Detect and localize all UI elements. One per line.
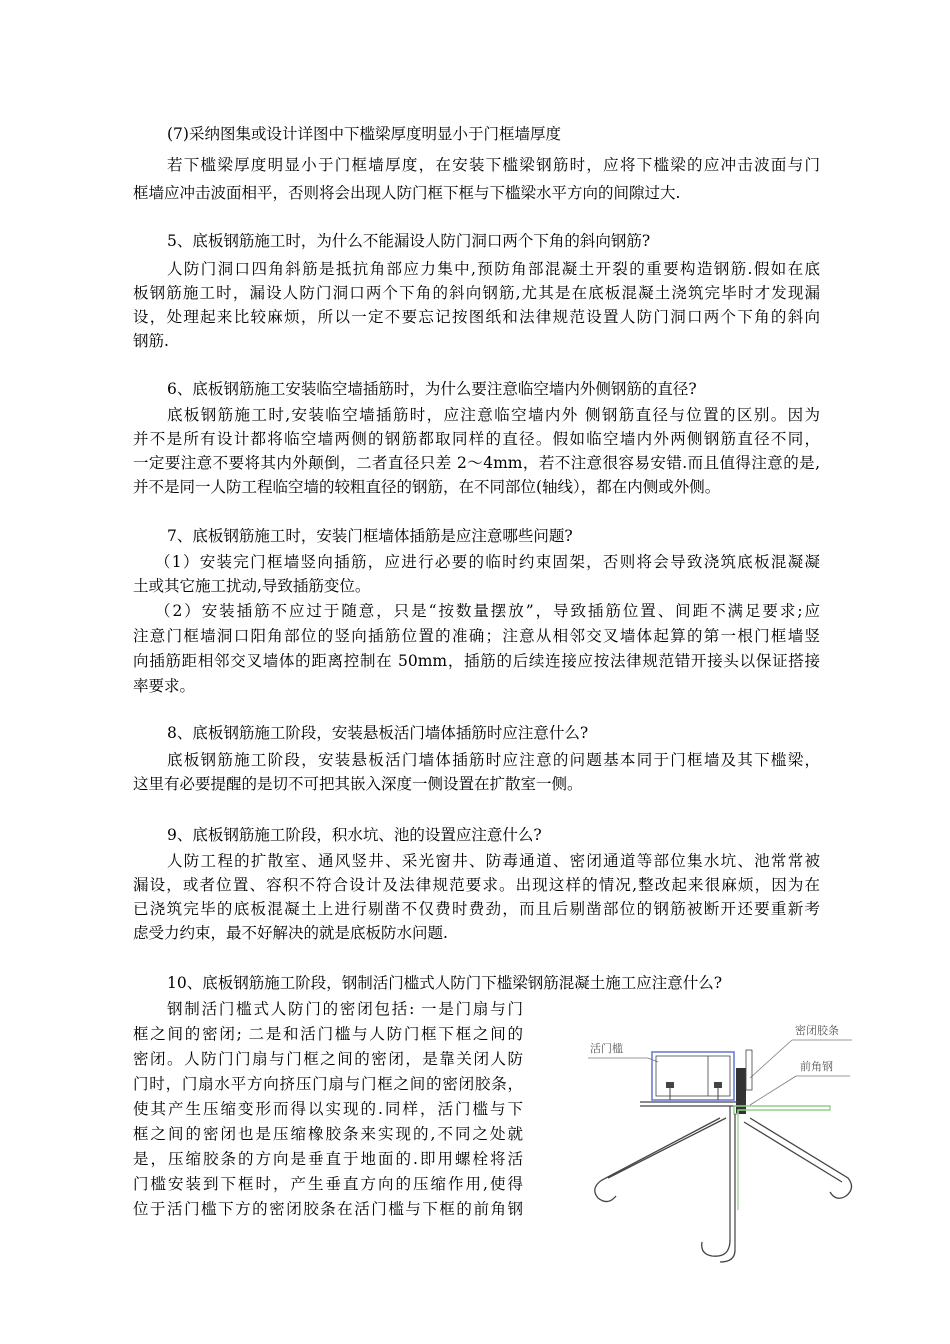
- text-line: （2）安装插筋不应过于随意，只是“按数量摆放”，导致插筋位置、间距不满足要求;应: [155, 602, 820, 620]
- text-line: 框之间的密闭; 二是和活门槛与人防门框下框之间的: [133, 1025, 523, 1043]
- label-front-angle: 前角钢: [800, 1060, 833, 1073]
- text-line: 框之间的密闭也是压缩橡胶条来实现的,不同之处就: [133, 1125, 523, 1143]
- text-line: 若下槛梁厚度明显小于门框墙厚度，在安装下槛梁钢筋时，应将下槛梁的应冲击波面与门: [167, 156, 820, 174]
- text-line: 框墙应冲击波面相平，否则将会出现人防门框下框与下槛梁水平方向的间隙过大.: [133, 184, 681, 202]
- text-line: 人防工程的扩散室、通风竖井、采光窗井、防毒通道、密闭通道等部位集水坑、池常常被: [167, 852, 820, 870]
- text-line: 土或其它施工扰动,导致插筋变位。: [133, 577, 371, 595]
- door-leaf-edge: [746, 1050, 752, 1090]
- text-line: 人防门洞口四角斜筋是抵抗角部应力集中,预防角部混凝土开裂的重要构造钢筋.假如在底: [167, 260, 820, 278]
- text-line: 钢制活门槛式人防门的密闭包括: 一是门扇与门: [167, 1000, 523, 1018]
- bolt-right: [714, 1082, 722, 1088]
- text-line: 密闭。人防门门扇与门框之间的密闭，是靠关闭人防: [133, 1050, 523, 1068]
- text-line: 5、底板钢筋施工时，为什么不能漏设人防门洞口两个下角的斜向钢筋?: [167, 232, 651, 250]
- rebar-bottom-inner: [720, 1250, 735, 1262]
- leader-front-angle-tip: [750, 1076, 796, 1105]
- front-angle-steel: [734, 1106, 830, 1114]
- rebar-left-inner: [608, 1118, 726, 1178]
- text-line: 注意门框墙洞口阳角部位的竖向插筋位置的准确；注意从相邻交叉墙体起算的第一根门框墙竖: [133, 627, 820, 645]
- text-line: 底板钢筋施工阶段，安装悬板活门墙体插筋时应注意的问题基本同于门框墙及其下槛梁，: [167, 751, 820, 769]
- text-line: 是，压缩胶条的方向是垂直于地面的.即用螺栓将活: [133, 1150, 523, 1168]
- text-line: 7、底板钢筋施工时，安装门框墙体插筋是应注意哪些问题?: [167, 527, 573, 545]
- text-line: （1）安装完门框墙竖向插筋，应进行必要的临时约束固架，否则将会导致浇筑底板混凝凝: [155, 553, 820, 571]
- leader-seal-strip-tip: [750, 1040, 792, 1078]
- threshold-box: [652, 1052, 734, 1100]
- text-line: 已浇筑完毕的底板混凝土上进行剔凿不仅费时费劲，而且后剔凿部位的钢筋被断开还要重新考: [133, 900, 820, 918]
- label-threshold: 活门槛: [590, 1042, 623, 1055]
- text-line: 8、底板钢筋施工阶段，安装悬板活门墙体插筋时应注意什么?: [167, 724, 589, 742]
- rebar-bottom-hook: [702, 1240, 730, 1256]
- text-line: 使其产生压缩变形而得以实现的.同样，活门槛与下: [133, 1100, 523, 1118]
- text-line: 钢筋.: [133, 332, 169, 350]
- text-line: 6、底板钢筋施工安装临空墙插筋时，为什么要注意临空墙内外侧钢筋的直径?: [167, 380, 697, 398]
- rebar-right-hook: [750, 1118, 852, 1198]
- text-line: 并不是同一人防工程临空墙的较粗直径的钢筋，在不同部位(轴线），都在内侧或外侧。: [133, 478, 721, 496]
- label-seal-strip: 密闭胶条: [795, 1024, 839, 1037]
- text-line: 并不是所有设计都将临空墙两侧的钢筋都取同样的直径。假如临空墙内外两侧钢筋直径不同，: [133, 430, 820, 448]
- threshold-diagram: [580, 1010, 865, 1265]
- text-line: (7)采纳图集或设计详图中下槛梁厚度明显小于门框墙厚度: [167, 125, 561, 143]
- leader-threshold-tip: [648, 1058, 658, 1062]
- text-line: 这里有必要提醒的是切不可把其嵌入深度一侧设置在扩散室一侧。: [133, 775, 583, 793]
- text-line: 设，处理起来比较麻烦，所以一定不要忘记按图纸和法律规范设置人防门洞口两个下角的斜向: [133, 308, 820, 326]
- bolt-left: [666, 1082, 674, 1088]
- text-line: 率要求。: [133, 677, 196, 695]
- threshold-inner: [656, 1056, 730, 1096]
- text-line: 10、底板钢筋施工阶段，钢制活门槛式人防门下槛梁钢筋混凝土施工应注意什么?: [167, 974, 723, 992]
- text-line: 向插筋距相邻交叉墙体的距离控制在 50mm，插筋的后续连接应按法律规范错开接头以保证搭接: [133, 652, 820, 670]
- seal-strip-block: [736, 1068, 746, 1114]
- rebar-right-inner: [744, 1122, 842, 1182]
- text-line: 虑受力约束，最不好解决的就是底板防水问题.: [133, 924, 448, 942]
- text-line: 底板钢筋施工时,安装临空墙插筋时，应注意临空墙内外 侧钢筋直径与位置的区别。因为: [167, 406, 820, 424]
- text-line: 位于活门槛下方的密闭胶条在活门槛与下框的前角钢: [133, 1200, 523, 1218]
- text-line: 门时，门扇水平方向挤压门扇与门框之间的密闭胶条，: [133, 1075, 523, 1093]
- text-line: 漏设，或者位置、容积不符合设计及法律规范要求。出现这样的情况,整改起来很麻烦，因为在: [133, 876, 820, 894]
- text-line: 一定要注意不要将其内外颠倒，二者直径只差 2～4mm，若不注意很容易安错.而且值得注意的是,: [133, 454, 820, 472]
- text-line: 门槛安装到下框时，产生垂直方向的压缩作用,使得: [133, 1175, 523, 1193]
- text-line: 板钢筋施工时，漏设人防门洞口两个下角的斜向钢筋,尤其是在底板混凝土浇筑完毕时才发现漏: [133, 284, 820, 302]
- threshold-diagram-svg: [580, 1010, 865, 1265]
- text-line: 9、底板钢筋施工阶段，积水坑、池的设置应注意什么?: [167, 826, 542, 844]
